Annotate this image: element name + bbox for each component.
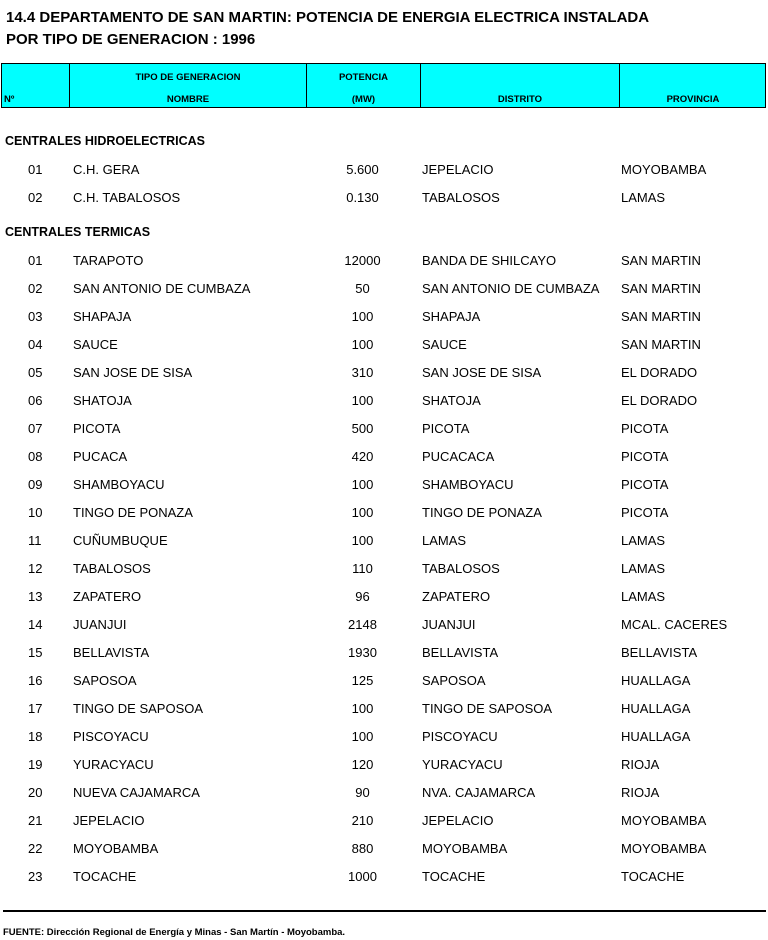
row-distrito: TINGO DE SAPOSOA (422, 701, 553, 716)
row-distrito: LAMAS (422, 533, 467, 548)
row-distrito: TINGO DE PONAZA (422, 505, 542, 520)
row-distrito: JEPELACIO (422, 162, 494, 177)
table-row (0, 504, 768, 522)
row-provincia: LAMAS (621, 533, 666, 548)
row-name: CUÑUMBUQUE (73, 533, 168, 548)
row-name: JEPELACIO (73, 813, 145, 828)
row-distrito: TABALOSOS (422, 561, 500, 576)
row-name: TOCACHE (73, 869, 137, 884)
header-distrito: DISTRITO (497, 94, 543, 105)
page-subtitle: POR TIPO DE GENERACION : 1996 (6, 31, 256, 48)
table-row (0, 588, 768, 606)
row-name: SAN ANTONIO DE CUMBAZA (73, 281, 251, 296)
row-name: NUEVA CAJAMARCA (73, 785, 200, 800)
row-name: PICOTA (73, 421, 121, 436)
row-provincia: HUALLAGA (621, 729, 691, 744)
row-name: SAN JOSE DE SISA (73, 365, 193, 380)
row-name: PISCOYACU (73, 729, 149, 744)
section-label: CENTRALES TERMICAS (5, 225, 151, 239)
row-distrito: BELLAVISTA (422, 645, 499, 660)
table-row (0, 840, 768, 858)
header-cell-tipo (70, 64, 307, 107)
row-distrito: MOYOBAMBA (422, 841, 508, 856)
row-provincia: LAMAS (621, 190, 666, 205)
header-no: Nº (4, 94, 15, 105)
row-potencia: 12000 (344, 253, 381, 268)
row-provincia: RIOJA (621, 757, 660, 772)
row-number: 07 (28, 421, 43, 436)
table-row (0, 532, 768, 550)
row-name: TABALOSOS (73, 561, 151, 576)
row-distrito: SHATOJA (422, 393, 481, 408)
row-name: C.H. GERA (73, 162, 140, 177)
row-potencia: 110 (352, 561, 373, 576)
header-cell-potencia (307, 64, 421, 107)
row-number: 03 (28, 309, 43, 324)
row-potencia: 100 (351, 533, 374, 548)
row-distrito: PICOTA (422, 421, 470, 436)
row-number: 14 (28, 617, 43, 632)
row-number: 04 (28, 337, 43, 352)
row-provincia: PICOTA (621, 449, 669, 464)
table-row (0, 784, 768, 802)
row-potencia: 120 (351, 757, 374, 772)
row-provincia: PICOTA (621, 505, 669, 520)
row-provincia: EL DORADO (621, 393, 698, 408)
row-potencia: 500 (351, 421, 374, 436)
row-distrito: PISCOYACU (422, 729, 498, 744)
row-number: 01 (28, 253, 43, 268)
header-pot-top: POTENCIA (338, 72, 389, 83)
row-potencia: 310 (351, 365, 374, 380)
row-name: BELLAVISTA (73, 645, 150, 660)
row-provincia: TOCACHE (621, 869, 685, 884)
table-row (0, 616, 768, 634)
header-tipo-bottom: NOMBRE (166, 94, 210, 105)
table-row (0, 728, 768, 746)
row-distrito: NVA. CAJAMARCA (422, 785, 536, 800)
row-number: 06 (28, 393, 43, 408)
table-row (0, 252, 768, 270)
table-row (0, 161, 768, 179)
row-name: JUANJUI (73, 617, 127, 632)
row-potencia: 100 (351, 309, 374, 324)
row-number: 08 (28, 449, 43, 464)
row-number: 11 (28, 533, 42, 548)
row-number: 10 (28, 505, 43, 520)
row-provincia: SAN MARTIN (621, 281, 701, 296)
table-row (0, 420, 768, 438)
row-number: 01 (28, 162, 43, 177)
row-provincia: MOYOBAMBA (621, 813, 707, 828)
row-provincia: MOYOBAMBA (621, 162, 707, 177)
row-provincia: PICOTA (621, 421, 669, 436)
row-distrito: SHAPAJA (422, 309, 481, 324)
row-potencia: 0.130 (346, 190, 379, 205)
table-row (0, 448, 768, 466)
row-name: SAUCE (73, 337, 118, 352)
row-provincia: BELLAVISTA (621, 645, 698, 660)
table-row (0, 868, 768, 886)
table-row (0, 336, 768, 354)
row-provincia: SAN MARTIN (621, 309, 701, 324)
row-number: 02 (28, 190, 43, 205)
row-provincia: HUALLAGA (621, 701, 691, 716)
table-row (0, 560, 768, 578)
header-tipo-top: TIPO DE GENERACION (135, 72, 241, 83)
row-potencia: 1000 (348, 869, 377, 884)
row-number: 12 (28, 561, 43, 576)
header-pot-bottom: (MW) (351, 94, 376, 105)
row-potencia: 100 (351, 337, 374, 352)
row-potencia: 50 (355, 281, 370, 296)
row-number: 05 (28, 365, 43, 380)
header-cell-no (2, 64, 70, 107)
header-cell-distrito (421, 64, 620, 107)
table-row (0, 280, 768, 298)
source-note: FUENTE: Dirección Regional de Energía y Minas - San Martín - Moyobamba. (3, 927, 346, 938)
row-name: C.H. TABALOSOS (73, 190, 181, 205)
row-potencia: 100 (351, 729, 374, 744)
row-distrito: SHAMBOYACU (422, 477, 514, 492)
row-provincia: LAMAS (621, 561, 666, 576)
table-row (0, 308, 768, 326)
row-potencia: 125 (351, 673, 374, 688)
header-cell-provincia (620, 64, 766, 107)
row-potencia: 90 (355, 785, 370, 800)
row-number: 23 (28, 869, 43, 884)
row-provincia: LAMAS (621, 589, 666, 604)
row-number: 21 (28, 813, 43, 828)
row-provincia: EL DORADO (621, 365, 698, 380)
row-distrito: SAN JOSE DE SISA (422, 365, 542, 380)
row-name: YURACYACU (73, 757, 154, 772)
row-distrito: BANDA DE SHILCAYO (422, 253, 557, 268)
footer-divider (3, 910, 766, 912)
row-provincia: SAN MARTIN (621, 253, 701, 268)
row-distrito: JUANJUI (422, 617, 476, 632)
page-title: 14.4 DEPARTAMENTO DE SAN MARTIN: POTENCIA DE ENERGIA ELECTRICA INSTALADA (6, 9, 650, 26)
row-number: 17 (28, 701, 43, 716)
row-number: 09 (28, 477, 43, 492)
row-provincia: MCAL. CACERES (621, 617, 728, 632)
row-potencia: 100 (351, 701, 374, 716)
row-number: 16 (28, 673, 43, 688)
row-provincia: MOYOBAMBA (621, 841, 707, 856)
row-potencia: 96 (355, 589, 370, 604)
row-potencia: 420 (351, 449, 374, 464)
row-distrito: PUCACACA (422, 449, 495, 464)
row-distrito: TOCACHE (422, 869, 486, 884)
row-provincia: PICOTA (621, 477, 669, 492)
row-name: SAPOSOA (73, 673, 137, 688)
row-number: 22 (28, 841, 43, 856)
row-potencia: 100 (351, 393, 374, 408)
row-potencia: 5.600 (346, 162, 379, 177)
row-provincia: SAN MARTIN (621, 337, 701, 352)
row-distrito: SAPOSOA (422, 673, 486, 688)
row-potencia: 2148 (348, 617, 377, 632)
row-name: PUCACA (73, 449, 128, 464)
row-number: 20 (28, 785, 43, 800)
row-potencia: 100 (351, 505, 374, 520)
row-provincia: RIOJA (621, 785, 660, 800)
row-name: SHATOJA (73, 393, 132, 408)
row-name: TINGO DE PONAZA (73, 505, 193, 520)
row-number: 02 (28, 281, 43, 296)
row-name: ZAPATERO (73, 589, 142, 604)
row-distrito: JEPELACIO (422, 813, 494, 828)
row-name: SHAMBOYACU (73, 477, 165, 492)
row-potencia: 880 (351, 841, 374, 856)
row-distrito: ZAPATERO (422, 589, 491, 604)
row-provincia: HUALLAGA (621, 673, 691, 688)
table-row (0, 644, 768, 662)
row-number: 19 (28, 757, 43, 772)
row-distrito: SAN ANTONIO DE CUMBAZA (422, 281, 600, 296)
row-number: 15 (28, 645, 43, 660)
table-row (0, 700, 768, 718)
row-number: 13 (28, 589, 43, 604)
row-name: TINGO DE SAPOSOA (73, 701, 204, 716)
header-provincia: PROVINCIA (666, 94, 720, 105)
table-row (0, 672, 768, 690)
row-name: TARAPOTO (73, 253, 144, 268)
row-potencia: 210 (351, 813, 374, 828)
table-row (0, 189, 768, 207)
row-distrito: YURACYACU (422, 757, 503, 772)
row-name: MOYOBAMBA (73, 841, 159, 856)
row-distrito: TABALOSOS (422, 190, 500, 205)
row-distrito: SAUCE (422, 337, 467, 352)
table-row (0, 756, 768, 774)
row-potencia: 1930 (348, 645, 377, 660)
row-number: 18 (28, 729, 43, 744)
table-row (0, 812, 768, 830)
row-potencia: 100 (351, 477, 374, 492)
table-header (1, 63, 766, 108)
table-row (0, 476, 768, 494)
table-row (0, 392, 768, 410)
table-row (0, 364, 768, 382)
section-label: CENTRALES HIDROELECTRICAS (5, 134, 206, 148)
row-name: SHAPAJA (73, 309, 132, 324)
